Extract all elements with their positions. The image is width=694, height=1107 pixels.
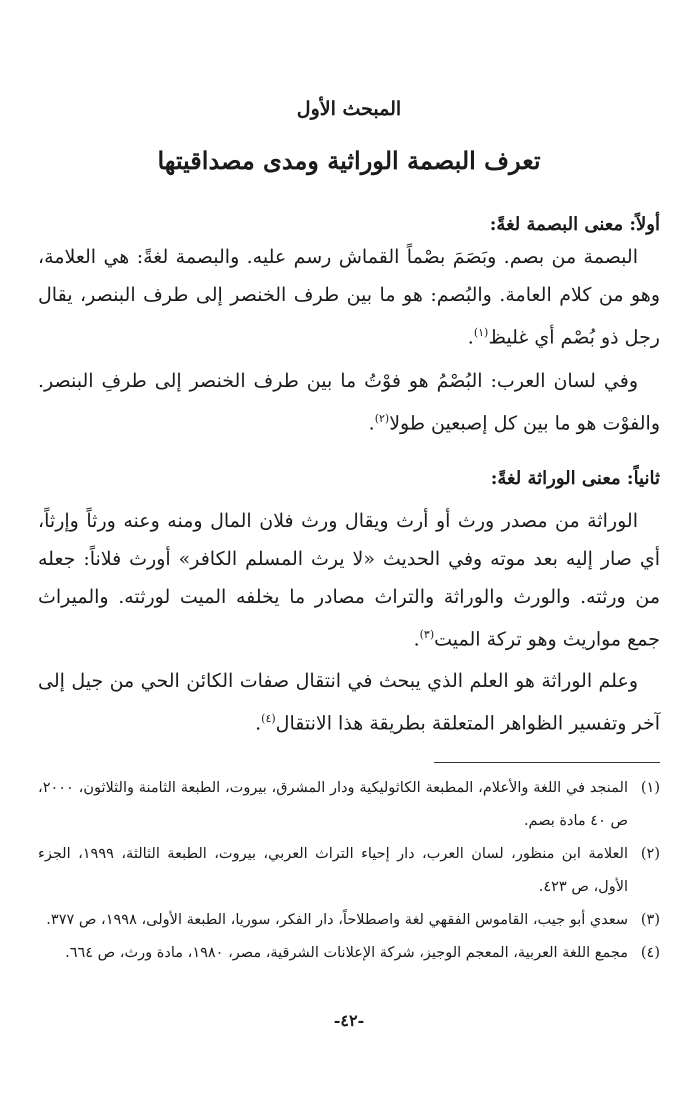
footnote-text: سعدي أبو جيب، القاموس الفقهي لغة واصطلاحاً، دار الفكر، سوريا، الطبعة الأولى، ١٩٩٨، ص ٣٧٧. — [46, 912, 628, 928]
footnote-text: مجمع اللغة العربية، المعجم الوجيز، شركة الإعلانات الشرقية، مصر، ١٩٨٠، مادة ورث، ص ٦٦٤. — [65, 945, 628, 961]
paragraph-text: الوراثة من مصدر ورث أو أرث ويقال ورث فلان المال ومنه وعنه ورثاً وإرثاً، أي صار إليه بعد موته وفي الحديث «لا يرث المسلم الكافر» أورث فلاناً: جعله من ورثته. والورث والوراثة والتراث مصادر ما يخلفه الميت لورثته. والميراث جمع مواريث وهو تركة الميت — [38, 510, 660, 651]
chapter-title: تعرف البصمة الوراثية ومدى مصداقيتها — [157, 146, 541, 175]
footnotes — [38, 772, 660, 970]
footnote-1 — [38, 772, 660, 838]
paragraph-fingerprint-definition — [38, 238, 660, 356]
paragraph-lisan-al-arab — [38, 362, 660, 442]
paragraph-text: البصمة من بصم. وبَصَمَ بصْماً القماش رسم عليه. والبصمة لغةً: هي العلامة، وهو من كلام العامة. والبُصم: هو ما بين طرف الخنصر إلى طرف البنصر، يقال رجل ذو بُصْم أي غليظ — [38, 246, 660, 349]
footnote-number: (١) — [640, 780, 660, 796]
footnote-ref: (٤) — [261, 712, 276, 725]
paragraph-genetics-definition — [38, 662, 660, 742]
footnote-text: العلامة ابن منظور، لسان العرب، دار إحياء التراث العربي، بيروت، الطبعة الثالثة، ١٩٩٩، الجزء الأول، ص ٤٢٣. — [38, 846, 628, 895]
section-label: المبحث الأول — [296, 98, 402, 120]
paragraph-end: . — [255, 712, 262, 735]
paragraph-end: . — [413, 628, 420, 651]
document-page — [38, 0, 660, 1107]
footnote-3 — [38, 904, 660, 937]
footnote-2 — [38, 838, 660, 904]
footnote-number: (٤) — [640, 945, 660, 961]
footnote-4 — [38, 937, 660, 970]
paragraph-text: وعلم الوراثة هو العلم الذي يبحث في انتقال صفات الكائن الحي من جيل إلى آخر وتفسير الظواهر المتعلقة بطريقة هذا الانتقال — [38, 670, 660, 735]
paragraph-end: . — [467, 326, 474, 349]
footnote-text: المنجد في اللغة والأعلام، المطبعة الكاثوليكية ودار المشرق، بيروت، الطبعة الثامنة والثلاثون، ٢٠٠٠، ص ٤٠ مادة بصم. — [38, 780, 628, 829]
subheading-fingerprint-meaning: أولاً: معنى البصمة لغةً: — [489, 214, 660, 235]
footnote-number: (٢) — [640, 846, 660, 862]
subheading-heredity-meaning: ثانياً: معنى الوراثة لغةً: — [490, 468, 660, 489]
paragraph-end: . — [368, 412, 375, 435]
footnote-divider — [434, 762, 660, 763]
footnote-number: (٣) — [640, 912, 660, 928]
footnote-ref: (٣) — [419, 628, 435, 641]
paragraph-text: وفي لسان العرب: البُصْمُ هو فوْتُ ما بين طرف الخنصر إلى طرفِ البنصر. والفوْت هو ما بين كل إصبعين طولا — [38, 370, 660, 435]
paragraph-heredity-definition — [38, 502, 660, 658]
page-number: -٤٢- — [333, 1011, 365, 1030]
footnote-ref: (٢) — [374, 412, 390, 425]
footnote-ref: (١) — [473, 326, 489, 339]
